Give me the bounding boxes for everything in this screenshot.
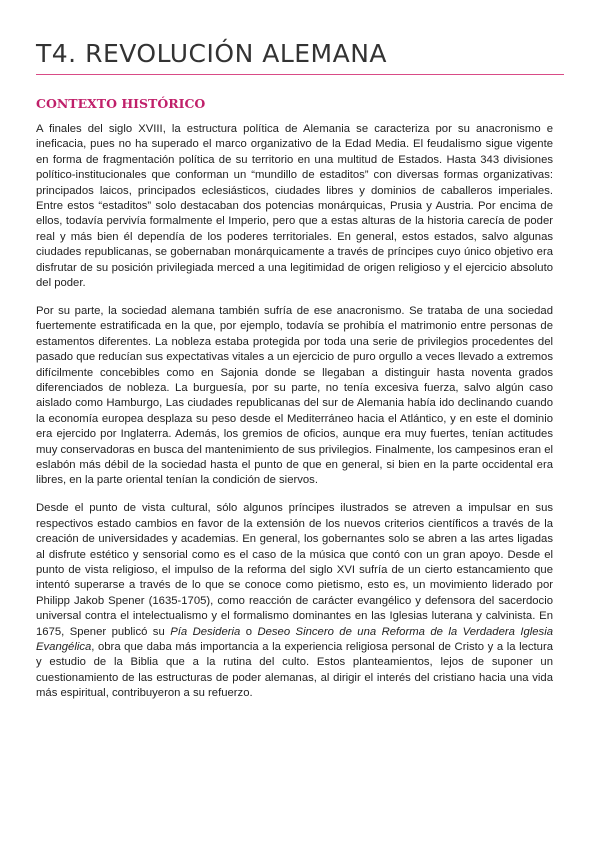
book-title-pia-desideria: Pía Desideria [170, 625, 241, 638]
paragraph-society: Por su parte, la sociedad alemana también sufría de ese anacronismo. Se trataba de una sociedad fuertemente estratificada en la que, por ejemplo, todavía se prohibía el matrimonio entre personas de estamentos diferentes. La nobleza estaba protegida por toda una serie de privilegios procedentes del pasado que reducían sus expectativas vitales a un ejercicio de puro orgullo a veces llevado a extremos difícilmente concebibles como en Sajonia donde se llegaban a distinguir hasta noventa grados diferenciados de nobleza. La burguesía, por su parte, no tenía excesiva fuerza, salvo algún caso aislado como Hamburgo, Las ciudades republicanas del sur de Alemania había ido declinando cuando la economía europea desplaza su peso desde el Mediterráneo hacia el Atlántico, y en este el dominio era ejercido por Inglaterra. Además, los gremios de oficios, aunque era muy fuertes, tenían actitudes muy conservadoras en busca del mantenimiento de sus privilegios. Finalmente, los campesinos eran el eslabón más débil de la sociedad hasta el punto de que en general, si bien en la parte occidental era libres, en la parte oriental tenían la condición de siervos. [36, 304, 553, 487]
paragraph-political-structure: A finales del siglo XVIII, la estructura política de Alemania se caracteriza por su anacronismo e ineficacia, pues no ha superado el marco organizativo de la Edad Media. El feudalismo sigue vigente en forma de fragmentación política de su territorio en una multitud de Estados. Hasta 343 divisiones político-institucionales que conforman un “mundillo de estaditos” con diversas formas organizativas: principados laicos, principados eclesiásticos, ciudades libres y dominios de caballeros imperiales. Entre estos “estaditos” solo destacaban dos potencias monárquicas, Prusia y Austria. Por encima de ellos, todavía pervivía formalmente el Imperio, pero que a estas alturas de la historia carecía de poder real y más bien él dependía de los poderes territoriales. En general, estos estados, salvo algunas ciudades republicanas, se gobernaban monárquicamente a través de príncipes cuyo único objetivo era disfrutar de su posición privilegiada merced a una legitimidad de origen religioso y el ejercicio absoluto del poder. [36, 123, 553, 290]
document-title: T4. REVOLUCIÓN ALEMANA [36, 39, 388, 68]
title-divider [36, 74, 564, 75]
paragraph-text: o [240, 625, 258, 638]
paragraph-text: , obra que daba más importancia a la experiencia religiosa personal de Cristo y a la lectura y estudio de la Biblia que a la rutina del culto. Estos planteamientos, lejos de suponer un cuestionamiento de las estructuras de poder alemanas, al dirigir el interés del cristiano hacia una vida más espiritual, contribuyeron a su refuerzo. [36, 641, 553, 700]
paragraph-culture-religion [36, 501, 553, 701]
paragraph-text: Desde el punto de vista cultural, sólo algunos príncipes ilustrados se atreven a impulsar en sus respectivos estado cambios en favor de la extensión de los nuevos criterios científicos a través de la creación de universidades y academias. En general, los gobernantes solo se abren a las artes ligadas al disfrute estético y sensorial como es el caso de la música que contó con un gran apoyo. Desde el punto de vista religioso, el impulso de la reforma del siglo XVI sufría de un cierto estancamiento que intentó superarse a través de lo que se conoce como pietismo, esto es, un movimiento liderado por Philipp Jakob Spener (1635-1705), como reacción de carácter evangélico y defensora del sacerdocio universal contra el intelectualismo y el formalismo dominantes en las Iglesias luterana y calvinista. En 1675, Spener publicó su [36, 502, 553, 638]
book-title-deseo-sincero: Deseo Sincero de una Reforma de la Verdadera Iglesia Evangélica [36, 625, 554, 653]
section-body [36, 122, 553, 714]
section-heading: CONTEXTO HISTÓRICO [36, 96, 206, 111]
